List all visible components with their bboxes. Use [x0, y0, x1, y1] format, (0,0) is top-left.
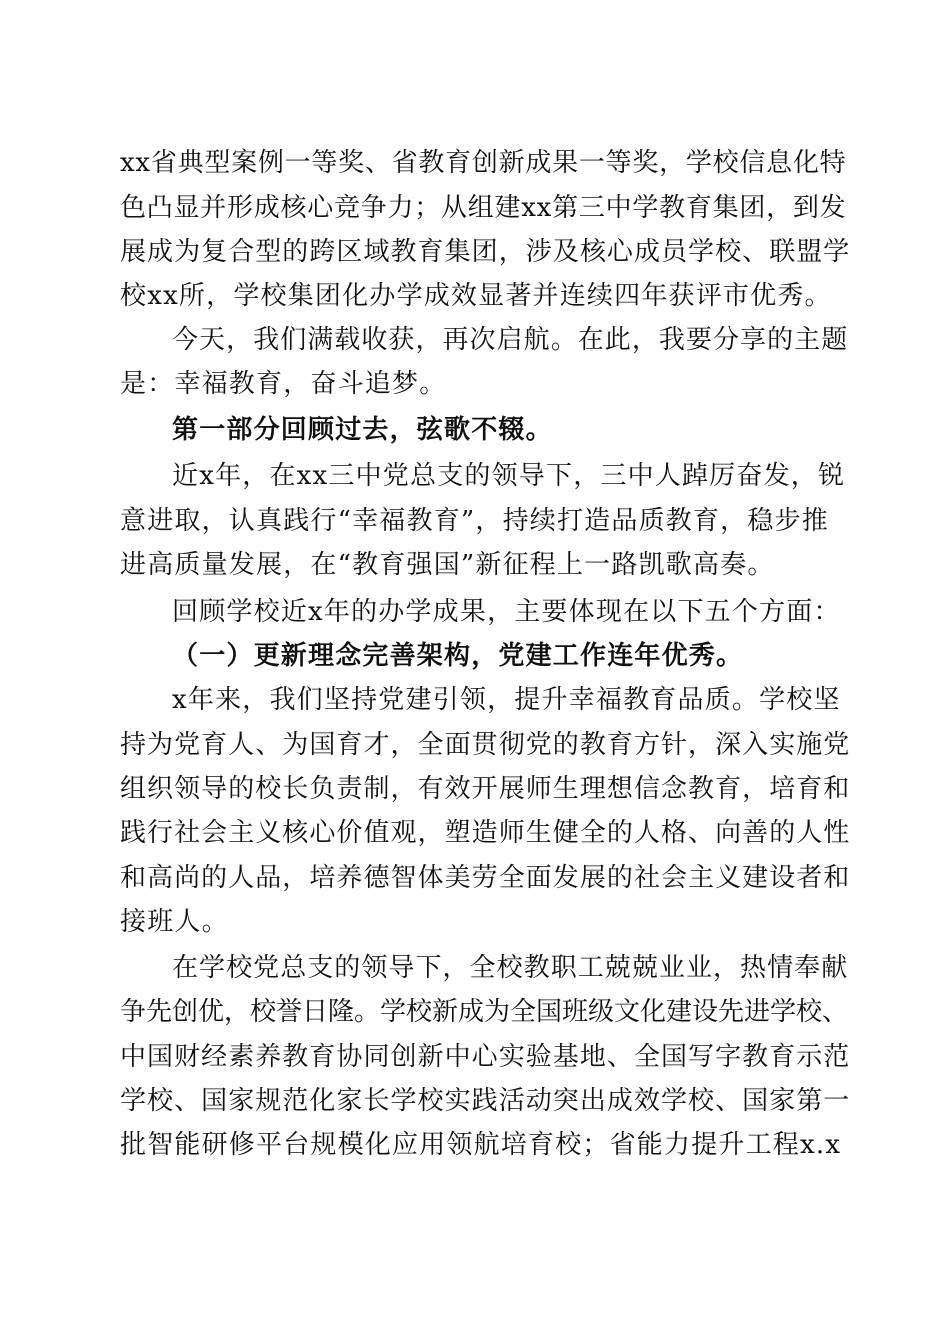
text-line: 进高质量发展，在“教育强国”新征程上一路凯歌高奏。 [120, 550, 775, 580]
text-line: 中国财经素养教育协同创新中心实验基地、全国写字教育示范 [120, 1042, 850, 1072]
text-line: 争先创优，校誉日隆。学校新成为全国班级文化建设先进学校、 [120, 997, 849, 1027]
text-line: 学校、国家规范化家长学校实践活动突出成效学校、国家第一 [120, 1086, 850, 1116]
text-line: 接班人。 [120, 907, 229, 937]
paragraph-start-line: 在学校党总支的领导下，全校教职工兢兢业业，热情奉献 [172, 953, 849, 983]
paragraph-start-line: 近x年，在xx三中党总支的领导下，三中人踔厉奋发，锐 [172, 461, 846, 491]
text-line: 持为党育人、为国育才，全面贯彻党的教育方针，深入实施党 [120, 730, 850, 760]
subsection-heading: （一）更新理念完善架构，党建工作连年优秀。 [172, 641, 744, 671]
paragraph-start-line: 回顾学校近x年的办学成果，主要体现在以下五个方面： [172, 597, 841, 627]
text-line: 和高尚的人品，培养德智体美劳全面发展的社会主义建设者和 [120, 863, 850, 893]
text-line: 校xx所，学校集团化办学成效显著并连续四年获评市优秀。 [120, 281, 832, 311]
section-heading: 第一部分回顾过去，弦歌不辍。 [172, 415, 553, 445]
text-line: xx省典型案例一等奖、省教育创新成果一等奖，学校信息化特 [120, 148, 847, 178]
text-line: 是：幸福教育，奋斗追梦。 [120, 369, 447, 399]
text-line: 意进取，认真践行“幸福教育”，持续打造品质教育，稳步推 [120, 506, 829, 536]
text-line: 批智能研修平台规模化应用领航培育校；省能力提升工程x.x [120, 1130, 842, 1160]
text-line: 践行社会主义核心价值观，塑造师生健全的人格、向善的人性 [120, 818, 850, 848]
paragraph-start-line: x年来，我们坚持党建引领，提升幸福教育品质。学校坚 [172, 685, 841, 715]
text-line: 组织领导的校长负责制，有效开展师生理想信念教育，培育和 [120, 774, 850, 804]
text-line: 展成为复合型的跨区域教育集团，涉及核心成员学校、联盟学 [120, 237, 850, 267]
text-line: 色凸显并形成核心竞争力；从组建xx第三中学教育集团，到发 [120, 193, 847, 223]
paragraph-start-line: 今天，我们满载收获，再次启航。在此，我要分享的主题 [172, 325, 849, 355]
